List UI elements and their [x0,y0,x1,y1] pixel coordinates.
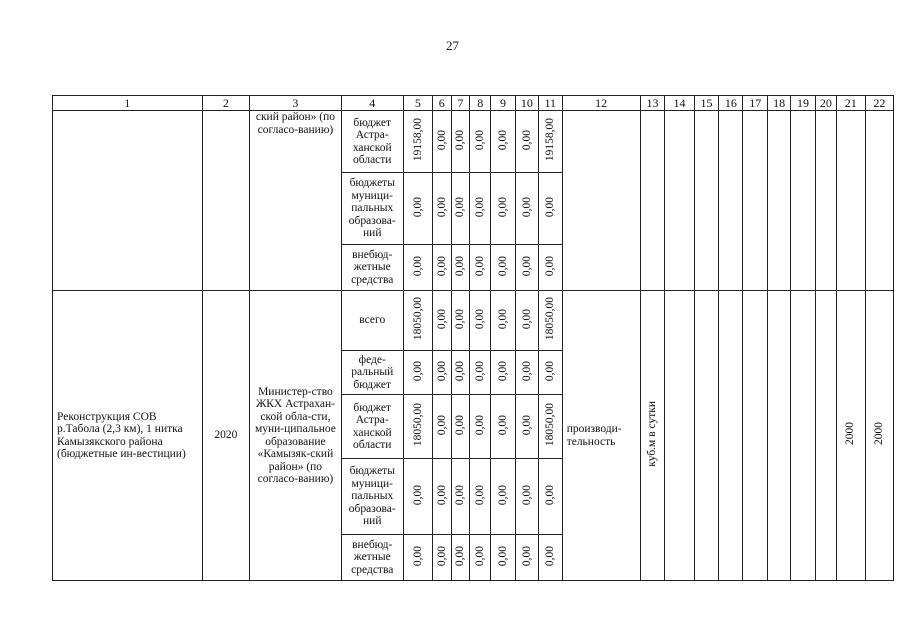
amount-cell [515,245,538,291]
source-cell: внебюд-жетные средства [341,535,403,581]
executor-cell: ский район» (по согласо-ванию) [250,111,341,291]
amount-cell [432,351,451,395]
unit-cell [640,291,665,581]
value-cell-21-text: 2000 [844,422,857,446]
empty-cell [743,291,768,581]
amount-cell [432,173,451,245]
empty-cell [665,111,694,291]
empty-cell [562,111,640,291]
empty-cell [694,291,719,581]
amount-cell-text: 0,00 [411,255,424,276]
amount-cell [432,111,451,173]
amount-cell-text: 0,00 [435,255,448,276]
amount-cell [538,291,562,351]
amount-cell-text: 0,00 [496,545,509,566]
source-cell: феде-ральный бюджет [341,351,403,395]
empty-cell [836,111,865,291]
header-cell: 6 [432,96,451,111]
amount-cell-text: 0,00 [544,360,556,381]
amount-cell [403,535,432,581]
amount-cell [515,291,538,351]
amount-cell-text: 0,00 [496,360,509,381]
amount-cell-text: 0,00 [520,414,533,435]
amount-cell [491,395,516,459]
indicator-cell: производи-тельность [562,291,640,581]
amount-cell [403,351,432,395]
amount-cell [470,111,491,173]
amount-cell [491,291,516,351]
amount-cell-text: 0,00 [496,129,509,150]
header-cell: 2 [202,96,250,111]
amount-cell-text: 0,00 [520,308,533,329]
program-table [52,95,894,581]
amount-cell-text: 0,00 [496,308,509,329]
amount-cell [491,351,516,395]
amount-cell [515,173,538,245]
amount-cell-text: 0,00 [544,196,556,217]
header-cell: 18 [768,96,791,111]
amount-cell-text: 0,00 [435,414,448,435]
empty-cell [791,111,816,291]
amount-cell [432,245,451,291]
amount-cell-text: 0,00 [435,308,448,329]
header-cell: 17 [743,96,768,111]
amount-cell-text: 0,00 [435,360,448,381]
object-name-cell [53,111,203,291]
table-row [53,111,894,173]
amount-cell-text: 19158,00 [411,118,424,162]
amount-cell-text: 0,00 [473,255,486,276]
amount-cell [538,351,562,395]
amount-cell-text: 0,00 [473,414,486,435]
header-cell: 22 [865,96,893,111]
amount-cell [538,173,562,245]
header-cell: 14 [665,96,694,111]
amount-cell [470,459,491,535]
amount-cell-text: 0,00 [454,255,467,276]
amount-cell-text: 0,00 [454,196,467,217]
header-cell: 1 [53,96,203,111]
empty-cell [719,111,743,291]
amount-cell-text: 0,00 [473,196,486,217]
amount-cell-text: 18050,00 [411,403,424,447]
amount-cell-text: 0,00 [473,308,486,329]
amount-cell-text: 0,00 [411,545,424,566]
amount-cell [403,245,432,291]
amount-cell [538,459,562,535]
amount-cell [470,245,491,291]
amount-cell [515,111,538,173]
amount-cell-text: 0,00 [544,484,556,505]
amount-cell [432,459,451,535]
empty-cell [865,111,893,291]
amount-cell-text: 0,00 [435,196,448,217]
amount-cell-text: 0,00 [454,308,467,329]
header-cell: 11 [538,96,562,111]
amount-cell [403,291,432,351]
amount-cell [451,459,470,535]
empty-cell [665,291,694,581]
empty-cell [719,291,743,581]
amount-cell-text: 19158,00 [544,118,556,162]
year-cell [202,111,250,291]
amount-cell-text: 0,00 [520,196,533,217]
header-row [53,96,894,111]
source-cell: бюджеты муници-пальных образова-ний [341,459,403,535]
source-cell: бюджет Астра-ханской области [341,395,403,459]
header-cell: 21 [836,96,865,111]
amount-cell [470,291,491,351]
value-cell-21 [836,291,865,581]
header-cell: 9 [491,96,516,111]
executor-cell: Министер-ство ЖКХ Астрахан-ской обла-сти, муни-ципальное образование «Камызяк-ский район» (по согласо-ванию) [250,291,341,581]
amount-cell-text: 0,00 [520,255,533,276]
header-cell: 13 [640,96,665,111]
amount-cell [470,535,491,581]
amount-cell [491,111,516,173]
header-cell: 8 [470,96,491,111]
header-cell: 16 [719,96,743,111]
amount-cell-text: 0,00 [544,255,556,276]
amount-cell [451,291,470,351]
header-cell: 19 [791,96,816,111]
amount-cell [451,395,470,459]
amount-cell-text: 0,00 [473,545,486,566]
amount-cell [491,535,516,581]
header-cell: 20 [815,96,836,111]
amount-cell [403,111,432,173]
amount-cell [515,459,538,535]
source-cell: бюджет Астра-ханской области [341,111,403,173]
header-cell: 15 [694,96,719,111]
amount-cell-text: 0,00 [454,545,467,566]
amount-cell [403,173,432,245]
amount-cell-text: 0,00 [520,129,533,150]
amount-cell [470,395,491,459]
amount-cell [451,351,470,395]
amount-cell-text: 0,00 [496,255,509,276]
amount-cell [403,459,432,535]
empty-cell [694,111,719,291]
amount-cell-text: 0,00 [544,545,556,566]
empty-cell [815,291,836,581]
object-name-cell: Реконструкция СОВ р.Табола (2,3 км), 1 нитка Камызякского района (бюджетные ин-вестиции) [53,291,203,581]
amount-cell [403,395,432,459]
amount-cell-text: 0,00 [411,360,424,381]
amount-cell-text: 0,00 [473,360,486,381]
header-cell: 12 [562,96,640,111]
header-cell: 5 [403,96,432,111]
amount-cell-text: 0,00 [520,360,533,381]
source-cell: всего [341,291,403,351]
amount-cell [432,395,451,459]
source-cell: бюджеты муници-пальных образова-ний [341,173,403,245]
amount-cell [538,245,562,291]
amount-cell-text: 0,00 [473,484,486,505]
amount-cell [491,245,516,291]
amount-cell-text: 0,00 [496,484,509,505]
table-row [53,291,894,351]
header-cell: 4 [341,96,403,111]
amount-cell-text: 0,00 [435,484,448,505]
amount-cell [470,173,491,245]
amount-cell-text: 18050,00 [544,403,556,447]
amount-cell [432,535,451,581]
empty-cell [768,111,791,291]
amount-cell-text: 18050,00 [544,297,556,341]
amount-cell-text: 0,00 [496,196,509,217]
amount-cell [451,245,470,291]
amount-cell [515,395,538,459]
year-cell: 2020 [202,291,250,581]
amount-cell [491,173,516,245]
unit-cell-text: куб.м в сутки [646,400,659,467]
page-number: 27 [446,38,459,53]
amount-cell [432,291,451,351]
amount-cell-text: 0,00 [435,129,448,150]
amount-cell [538,535,562,581]
value-cell-22-text: 2000 [873,422,886,446]
source-cell: внебюд-жетные средства [341,245,403,291]
amount-cell [538,395,562,459]
amount-cell-text: 0,00 [454,484,467,505]
empty-cell [791,291,816,581]
amount-cell-text: 18050,00 [411,297,424,341]
amount-cell-text: 0,00 [454,360,467,381]
amount-cell [515,535,538,581]
value-cell-22 [865,291,893,581]
header-cell: 10 [515,96,538,111]
amount-cell [470,351,491,395]
empty-cell [640,111,665,291]
empty-cell [768,291,791,581]
amount-cell-text: 0,00 [473,129,486,150]
amount-cell [451,535,470,581]
amount-cell [491,459,516,535]
amount-cell [451,111,470,173]
amount-cell-text: 0,00 [411,484,424,505]
empty-cell [815,111,836,291]
amount-cell-text: 0,00 [520,545,533,566]
amount-cell [538,111,562,173]
amount-cell [515,351,538,395]
amount-cell [451,173,470,245]
amount-cell-text: 0,00 [435,545,448,566]
amount-cell-text: 0,00 [454,129,467,150]
header-cell: 3 [250,96,341,111]
amount-cell-text: 0,00 [496,414,509,435]
amount-cell-text: 0,00 [454,414,467,435]
empty-cell [743,111,768,291]
amount-cell-text: 0,00 [520,484,533,505]
header-cell: 7 [451,96,470,111]
amount-cell-text: 0,00 [411,196,424,217]
